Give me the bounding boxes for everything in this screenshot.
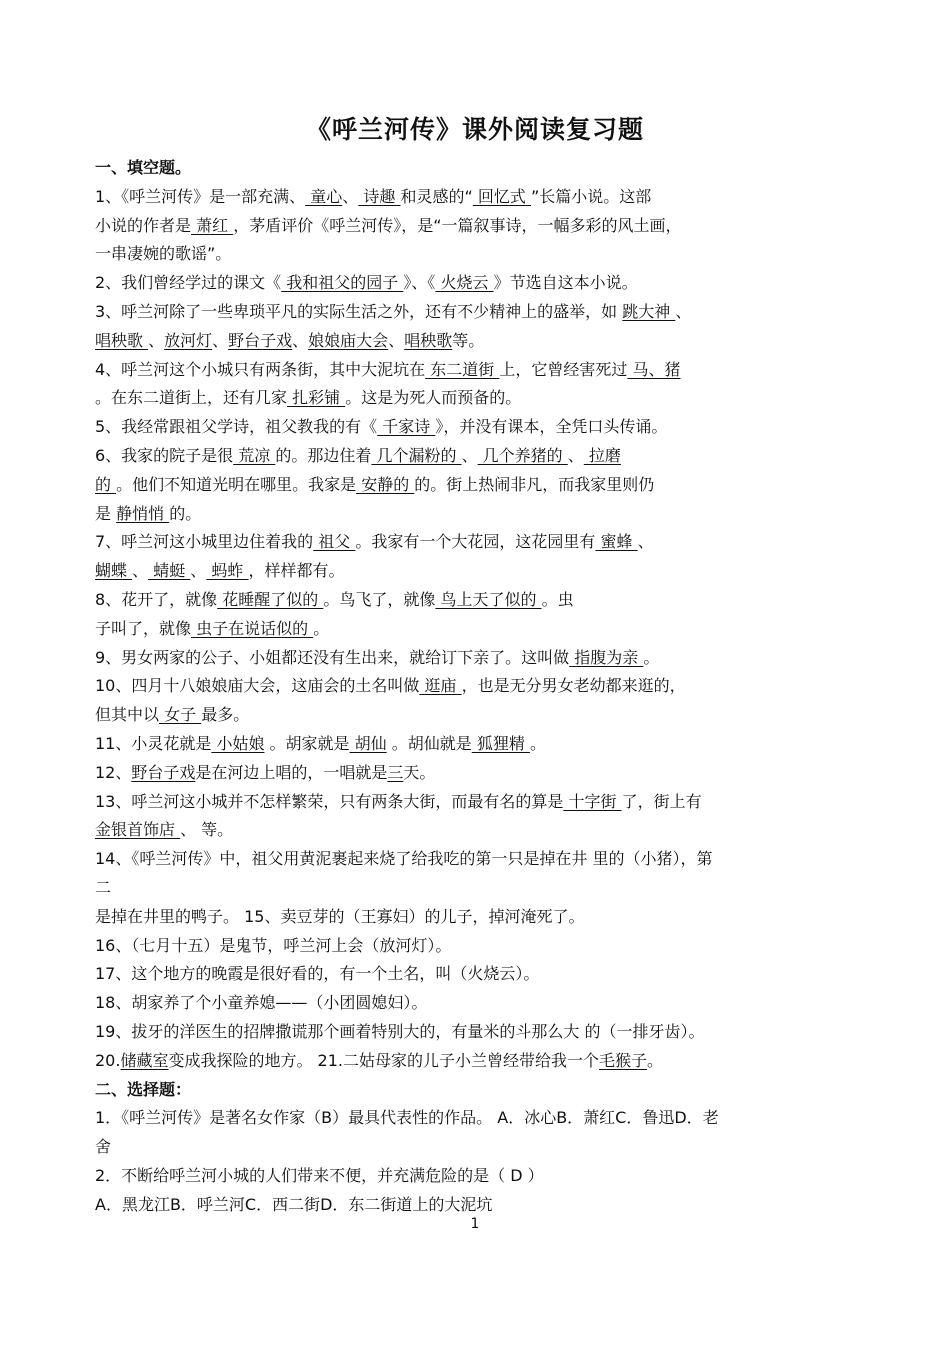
- text-segment: ，也是无分男女老幼都来逛的，: [461, 676, 686, 696]
- text-line: [95, 413, 865, 442]
- text-segment: 等。: [452, 330, 485, 350]
- text-line: [95, 903, 865, 932]
- answer-blank: 放河灯: [164, 330, 213, 350]
- text-line: [95, 356, 865, 385]
- text-line: [95, 183, 865, 212]
- text-segment: 》，并没有课本，全凭口头传诵。: [435, 417, 668, 437]
- text-segment: ，样样都有。: [248, 561, 345, 581]
- text-segment: ”长篇小说。这部: [530, 186, 652, 206]
- text-segment: 2．不断给呼兰河小城的人们带来不便，并充满危险的是（ D ）: [95, 1165, 544, 1185]
- text-segment: 的。: [169, 503, 202, 523]
- text-segment: 是: [95, 503, 117, 523]
- text-segment: 。: [647, 1050, 664, 1070]
- text-segment: 一串凄婉的歌谣”。: [95, 244, 232, 264]
- answer-blank: 跳大神: [622, 301, 676, 321]
- answer-blank: 安静的: [356, 474, 415, 494]
- text-segment: 10、四月十八娘娘庙大会，这庙会的土名叫做: [95, 676, 420, 696]
- text-line: [95, 557, 865, 586]
- answer-blank: 静悄悄: [116, 503, 170, 523]
- text-segment: 、: [292, 330, 309, 350]
- answer-blank: 千家诗: [377, 417, 436, 437]
- text-line: [95, 212, 865, 241]
- answer-blank: 十字街: [563, 791, 622, 811]
- text-segment: 。鸟飞了，就像: [323, 589, 436, 609]
- answer-blank: 扎彩铺: [287, 388, 346, 408]
- text-segment: 、: [342, 186, 359, 206]
- text-segment: 、 等。: [180, 820, 234, 840]
- text-line: [95, 500, 865, 529]
- text-segment: 。: [529, 733, 546, 753]
- text-segment: 。: [313, 618, 330, 638]
- answer-blank: 东二道街: [425, 359, 500, 379]
- answer-blank: 几个养猪的: [477, 445, 568, 465]
- text-line: [95, 528, 865, 557]
- answer-blank: 唱秧歌: [404, 330, 453, 350]
- text-segment: 1、《呼兰河传》是一部充满、: [95, 186, 306, 206]
- text-segment: 上，它曾经害死过: [499, 359, 628, 379]
- text-segment: 11、小灵花就是: [95, 733, 212, 753]
- text-segment: 舍: [95, 1137, 112, 1157]
- text-segment: 。胡仙就是: [386, 733, 472, 753]
- text-segment: 。我家有一个大花园，这花园里有: [355, 532, 596, 552]
- text-line: [95, 586, 865, 615]
- text-segment: 、: [567, 445, 584, 465]
- text-line: [95, 615, 865, 644]
- answer-blank: 鸟上天了似的: [435, 589, 542, 609]
- text-segment: 。他们不知道光明在哪里。我家是: [116, 474, 357, 494]
- text-segment: 是掉在井里的鸭子。 15、卖豆芽的（王寡妇）的儿子，掉河淹死了。: [95, 906, 585, 926]
- text-line: [95, 269, 865, 298]
- text-segment: 》、《: [403, 273, 436, 293]
- answer-blank: 野台子戏: [228, 330, 293, 350]
- page-number: 1: [470, 1216, 480, 1232]
- text-segment: 了，街上有: [621, 791, 702, 811]
- answer-blank: 逛庙: [419, 676, 462, 696]
- text-segment: 天。: [403, 762, 436, 782]
- text-segment: 9、男女两家的公子、小姐都还没有生出来，就给订下亲了。这叫做: [95, 647, 570, 667]
- answer-blank: 狐狸精: [471, 733, 530, 753]
- answer-blank: 野台子戏: [131, 762, 196, 782]
- text-segment: 13、呼兰河这小城并不怎样繁荣，只有两条大街，而最有名的算是: [95, 791, 564, 811]
- answer-blank: 金银首饰店: [95, 820, 181, 840]
- text-line: [95, 845, 865, 874]
- text-segment: ，茅盾评价《呼兰河传》，是“一篇叙事诗，一幅多彩的风土画，: [233, 215, 682, 235]
- text-segment: A．黑龙江B．呼兰河C．西二街D．东二街道上的大泥坑: [95, 1194, 493, 1214]
- answer-blank: 蚂蚱: [206, 561, 249, 581]
- text-segment: 。这是为死人而预备的。: [345, 388, 522, 408]
- section-heading-fill-blank: 一、填空题。: [95, 158, 192, 177]
- text-line: [95, 672, 865, 701]
- text-segment: 的。街上热闹非凡，而我家里则仍: [414, 474, 655, 494]
- text-segment: 子叫了，就像: [95, 618, 192, 638]
- text-segment: 16、（七月十五）是鬼节，呼兰河上会（放河灯）。: [95, 935, 452, 955]
- answer-blank: 蝴蝶: [95, 561, 133, 581]
- answer-blank: 祖父: [313, 532, 356, 552]
- text-segment: 8、花开了，就像: [95, 589, 218, 609]
- answer-blank: 储藏室: [120, 1050, 169, 1070]
- text-line: [95, 1104, 865, 1133]
- section-heading-choice: 二、选择题：: [95, 1079, 192, 1099]
- text-line: [95, 298, 865, 327]
- text-segment: 7、呼兰河这小城里边住着我的: [95, 532, 314, 552]
- answer-blank: 小姑娘: [211, 733, 265, 753]
- content: [95, 154, 865, 1219]
- answer-blank: 马、猪: [627, 359, 681, 379]
- answer-blank: 虫子在说话似的: [191, 618, 314, 638]
- answer-blank: 我和祖父的园子: [281, 273, 404, 293]
- answer-blank: 花睡醒了似的: [217, 589, 324, 609]
- answer-blank: 拉磨: [583, 445, 621, 465]
- text-line: [95, 759, 865, 788]
- text-segment: 和灵感的“: [400, 186, 473, 206]
- text-segment: 。: [643, 647, 660, 667]
- text-segment: 。胡家就是: [264, 733, 350, 753]
- answer-blank: 唱秧歌: [95, 330, 149, 350]
- text-line: [95, 701, 865, 730]
- text-segment: 》节选自这本小说。: [493, 273, 638, 293]
- text-line: [95, 960, 865, 989]
- page-title: 《呼兰河传》课外阅读复习题: [305, 115, 644, 144]
- text-segment: 、: [461, 445, 478, 465]
- text-segment: 19、拔牙的洋医生的招牌撒谎那个画着特别大的，有量米的斗那么大 的（一排牙齿）。: [95, 1021, 705, 1041]
- answer-blank: 童心: [305, 186, 343, 206]
- text-segment: 17、这个地方的晚霞是很好看的，有一个土名，叫（火烧云）。: [95, 964, 540, 984]
- text-segment: 、: [148, 330, 165, 350]
- choice-questions: [95, 1104, 865, 1219]
- text-segment: 。虫: [541, 589, 574, 609]
- text-line: [95, 874, 865, 903]
- text-segment: 、: [212, 330, 229, 350]
- text-line: [95, 816, 865, 845]
- answer-blank: 蜻蜓: [148, 561, 191, 581]
- answer-blank: 三: [387, 762, 404, 782]
- text-segment: 最多。: [201, 705, 250, 725]
- text-segment: 1．《呼兰河传》是著名女作家（B）最具代表性的作品。 A．冰心B．萧红C．鲁迅D．老: [95, 1108, 719, 1128]
- text-line: [95, 1018, 865, 1047]
- text-line: [95, 1047, 865, 1076]
- text-segment: 、: [132, 561, 149, 581]
- text-line: [95, 730, 865, 759]
- text-segment: 小说的作者是: [95, 215, 192, 235]
- answer-blank: 女子: [159, 705, 202, 725]
- text-segment: 4、呼兰河这个小城只有两条街，其中大泥坑在: [95, 359, 426, 379]
- answer-blank: 火烧云: [435, 273, 494, 293]
- text-line: [95, 1133, 865, 1162]
- answer-blank: 荒凉: [233, 445, 276, 465]
- text-segment: 、: [637, 532, 654, 552]
- text-segment: 变成我探险的地方。 21.二姑母家的儿子小兰曾经带给我一个: [168, 1050, 600, 1070]
- answer-blank: 指腹为亲: [569, 647, 644, 667]
- text-segment: 但其中以: [95, 705, 160, 725]
- text-segment: 、: [190, 561, 207, 581]
- text-segment: 二: [95, 877, 112, 897]
- answer-blank: 几个漏粉的: [371, 445, 462, 465]
- text-line: [95, 240, 865, 269]
- text-segment: 18、胡家养了个小童养媳——（小团圆媳妇）。: [95, 993, 428, 1013]
- text-line: [95, 989, 865, 1018]
- text-line: [95, 1162, 865, 1191]
- text-segment: 3、呼兰河除了一些卑琐平凡的实际生活之外，还有不少精神上的盛举，如: [95, 301, 623, 321]
- answer-blank: 的: [95, 474, 117, 494]
- text-segment: 、: [388, 330, 405, 350]
- text-line: [95, 788, 865, 817]
- answer-blank: 娘娘庙大会: [308, 330, 389, 350]
- text-segment: 12、: [95, 762, 132, 782]
- answer-blank: 毛猴子: [599, 1050, 648, 1070]
- text-line: [95, 471, 865, 500]
- answer-blank: 回忆式: [472, 186, 531, 206]
- text-segment: 6、我家的院子是很: [95, 445, 234, 465]
- text-line: [95, 932, 865, 961]
- text-segment: 是在河边上唱的，一唱就是: [195, 762, 388, 782]
- answer-blank: 诗趣: [358, 186, 401, 206]
- fill-blank-questions: [95, 183, 865, 1076]
- text-segment: 5、我经常跟祖父学诗，祖父教我的有《: [95, 417, 378, 437]
- text-segment: 。在东二道街上，还有几家: [95, 388, 288, 408]
- text-segment: 、: [675, 301, 692, 321]
- text-segment: 20.: [95, 1050, 121, 1070]
- answer-blank: 蜜蜂: [595, 532, 638, 552]
- text-line: [95, 644, 865, 673]
- text-line: [95, 327, 865, 356]
- text-line: [95, 384, 865, 413]
- text-line: [95, 442, 865, 471]
- answer-blank: 萧红: [191, 215, 234, 235]
- text-segment: 的。那边住着: [275, 445, 372, 465]
- text-segment: 2、我们曾经学过的课文《: [95, 273, 282, 293]
- answer-blank: 胡仙: [349, 733, 387, 753]
- text-segment: 14、《呼兰河传》中，祖父用黄泥裹起来烧了给我吃的第一只是掉在井 里的（小猪），第: [95, 849, 713, 869]
